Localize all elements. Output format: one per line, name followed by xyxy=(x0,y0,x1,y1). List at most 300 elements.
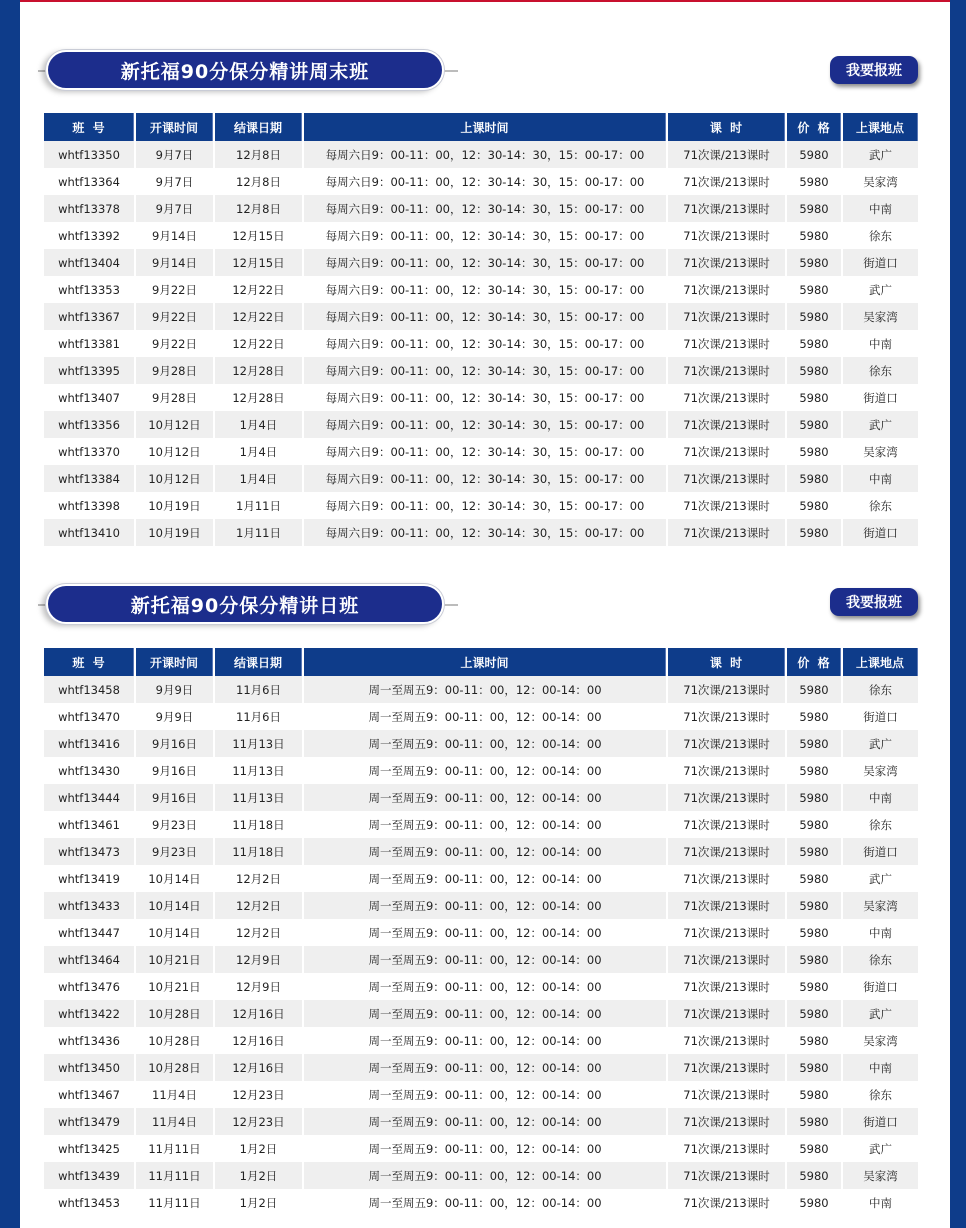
cell-sessions: 71次课/213课时 xyxy=(668,730,785,757)
cell-location: 吴家湾 xyxy=(843,1027,918,1054)
cell-class-id: whtf13476 xyxy=(44,973,134,1000)
cell-schedule: 每周六日9：00-11：00，12：30-14：30，15：00-17：00 xyxy=(304,195,666,222)
cell-class-id: whtf13350 xyxy=(44,141,134,168)
cell-sessions: 71次课/213课时 xyxy=(668,222,785,249)
table-row xyxy=(44,222,918,249)
cell-end-date: 1月2日 xyxy=(215,1162,302,1189)
cell-price: 5980 xyxy=(787,946,841,973)
cell-end-date: 12月16日 xyxy=(215,1027,302,1054)
cell-start-date: 9月16日 xyxy=(136,757,213,784)
cell-start-date: 10月28日 xyxy=(136,1054,213,1081)
cell-sessions: 71次课/213课时 xyxy=(668,1000,785,1027)
cell-start-date: 9月14日 xyxy=(136,249,213,276)
table-row xyxy=(44,168,918,195)
cell-sessions: 71次课/213课时 xyxy=(668,784,785,811)
cell-sessions: 71次课/213课时 xyxy=(668,946,785,973)
cell-price: 5980 xyxy=(787,492,841,519)
cell-end-date: 11月13日 xyxy=(215,757,302,784)
cell-start-date: 10月19日 xyxy=(136,519,213,546)
cell-price: 5980 xyxy=(787,865,841,892)
cell-class-id: whtf13370 xyxy=(44,438,134,465)
cell-price: 5980 xyxy=(787,1189,841,1216)
cell-start-date: 10月14日 xyxy=(136,919,213,946)
cell-price: 5980 xyxy=(787,411,841,438)
cell-end-date: 12月9日 xyxy=(215,946,302,973)
cell-class-id: whtf13447 xyxy=(44,919,134,946)
cell-location: 吴家湾 xyxy=(843,757,918,784)
cell-start-date: 9月9日 xyxy=(136,703,213,730)
cell-end-date: 1月11日 xyxy=(215,519,302,546)
cell-start-date: 10月12日 xyxy=(136,411,213,438)
cell-class-id: whtf13356 xyxy=(44,411,134,438)
cell-location: 中南 xyxy=(843,1054,918,1081)
cell-location: 街道口 xyxy=(843,384,918,411)
cell-price: 5980 xyxy=(787,892,841,919)
table-row xyxy=(44,195,918,222)
cell-price: 5980 xyxy=(787,465,841,492)
weekday-class-table xyxy=(42,648,920,1216)
cell-location: 武广 xyxy=(843,730,918,757)
enroll-button[interactable]: 我要报班 xyxy=(830,588,918,616)
cell-schedule: 周一至周五9：00-11：00，12：00-14：00 xyxy=(304,703,666,730)
cell-location: 吴家湾 xyxy=(843,892,918,919)
cell-class-id: whtf13378 xyxy=(44,195,134,222)
cell-schedule: 每周六日9：00-11：00，12：30-14：30，15：00-17：00 xyxy=(304,330,666,357)
cell-schedule: 周一至周五9：00-11：00，12：00-14：00 xyxy=(304,1054,666,1081)
cell-end-date: 11月6日 xyxy=(215,703,302,730)
cell-sessions: 71次课/213课时 xyxy=(668,973,785,1000)
cell-schedule: 每周六日9：00-11：00，12：30-14：30，15：00-17：00 xyxy=(304,411,666,438)
cell-sessions: 71次课/213课时 xyxy=(668,465,785,492)
cell-sessions: 71次课/213课时 xyxy=(668,384,785,411)
cell-price: 5980 xyxy=(787,276,841,303)
cell-price: 5980 xyxy=(787,519,841,546)
cell-schedule: 周一至周五9：00-11：00，12：00-14：00 xyxy=(304,946,666,973)
cell-end-date: 11月18日 xyxy=(215,811,302,838)
cell-schedule: 周一至周五9：00-11：00，12：00-14：00 xyxy=(304,757,666,784)
cell-sessions: 71次课/213课时 xyxy=(668,1108,785,1135)
cell-sessions: 71次课/213课时 xyxy=(668,1054,785,1081)
cell-end-date: 12月2日 xyxy=(215,919,302,946)
cell-price: 5980 xyxy=(787,1027,841,1054)
cell-sessions: 71次课/213课时 xyxy=(668,1189,785,1216)
cell-price: 5980 xyxy=(787,1081,841,1108)
cell-class-id: whtf13353 xyxy=(44,276,134,303)
cell-end-date: 12月15日 xyxy=(215,222,302,249)
cell-end-date: 12月2日 xyxy=(215,892,302,919)
cell-start-date: 11月11日 xyxy=(136,1162,213,1189)
cell-location: 中南 xyxy=(843,195,918,222)
cell-location: 武广 xyxy=(843,276,918,303)
cell-location: 街道口 xyxy=(843,519,918,546)
column-header-price: 价 格 xyxy=(787,648,841,676)
cell-class-id: whtf13410 xyxy=(44,519,134,546)
cell-end-date: 1月4日 xyxy=(215,411,302,438)
cell-sessions: 71次课/213课时 xyxy=(668,330,785,357)
cell-start-date: 10月14日 xyxy=(136,892,213,919)
cell-schedule: 周一至周五9：00-11：00，12：00-14：00 xyxy=(304,1162,666,1189)
table-row xyxy=(44,465,918,492)
cell-class-id: whtf13453 xyxy=(44,1189,134,1216)
cell-class-id: whtf13433 xyxy=(44,892,134,919)
cell-location: 武广 xyxy=(843,1000,918,1027)
cell-class-id: whtf13392 xyxy=(44,222,134,249)
cell-schedule: 周一至周五9：00-11：00，12：00-14：00 xyxy=(304,811,666,838)
cell-class-id: whtf13422 xyxy=(44,1000,134,1027)
table-row xyxy=(44,1000,918,1027)
cell-price: 5980 xyxy=(787,222,841,249)
cell-location: 街道口 xyxy=(843,1108,918,1135)
column-header-start-date: 开课时间 xyxy=(136,113,213,141)
table-row xyxy=(44,492,918,519)
column-header-sessions: 课 时 xyxy=(668,113,785,141)
cell-start-date: 10月14日 xyxy=(136,865,213,892)
cell-end-date: 12月15日 xyxy=(215,249,302,276)
cell-end-date: 12月16日 xyxy=(215,1000,302,1027)
cell-end-date: 1月2日 xyxy=(215,1135,302,1162)
cell-price: 5980 xyxy=(787,195,841,222)
cell-price: 5980 xyxy=(787,973,841,1000)
cell-start-date: 11月4日 xyxy=(136,1081,213,1108)
cell-location: 中南 xyxy=(843,1189,918,1216)
cell-sessions: 71次课/213课时 xyxy=(668,1162,785,1189)
table-row xyxy=(44,276,918,303)
cell-location: 吴家湾 xyxy=(843,168,918,195)
cell-end-date: 12月22日 xyxy=(215,276,302,303)
cell-price: 5980 xyxy=(787,757,841,784)
cell-schedule: 每周六日9：00-11：00，12：30-14：30，15：00-17：00 xyxy=(304,519,666,546)
cell-class-id: whtf13407 xyxy=(44,384,134,411)
cell-schedule: 周一至周五9：00-11：00，12：00-14：00 xyxy=(304,865,666,892)
table-row xyxy=(44,973,918,1000)
cell-sessions: 71次课/213课时 xyxy=(668,811,785,838)
cell-sessions: 71次课/213课时 xyxy=(668,865,785,892)
cell-start-date: 9月16日 xyxy=(136,730,213,757)
cell-price: 5980 xyxy=(787,1162,841,1189)
cell-schedule: 每周六日9：00-11：00，12：30-14：30，15：00-17：00 xyxy=(304,492,666,519)
cell-sessions: 71次课/213课时 xyxy=(668,1135,785,1162)
table-row xyxy=(44,730,918,757)
cell-class-id: whtf13425 xyxy=(44,1135,134,1162)
table-header xyxy=(44,113,918,141)
table-row xyxy=(44,946,918,973)
cell-location: 徐东 xyxy=(843,1081,918,1108)
cell-start-date: 9月22日 xyxy=(136,303,213,330)
cell-schedule: 周一至周五9：00-11：00，12：00-14：00 xyxy=(304,1000,666,1027)
table-row xyxy=(44,411,918,438)
cell-price: 5980 xyxy=(787,249,841,276)
cell-end-date: 12月8日 xyxy=(215,195,302,222)
cell-location: 徐东 xyxy=(843,492,918,519)
cell-end-date: 1月2日 xyxy=(215,1189,302,1216)
cell-location: 徐东 xyxy=(843,811,918,838)
table-row xyxy=(44,838,918,865)
cell-end-date: 11月18日 xyxy=(215,838,302,865)
cell-location: 吴家湾 xyxy=(843,303,918,330)
cell-start-date: 9月23日 xyxy=(136,838,213,865)
cell-schedule: 每周六日9：00-11：00，12：30-14：30，15：00-17：00 xyxy=(304,357,666,384)
cell-schedule: 每周六日9：00-11：00，12：30-14：30，15：00-17：00 xyxy=(304,222,666,249)
column-header-sessions: 课 时 xyxy=(668,648,785,676)
cell-price: 5980 xyxy=(787,1054,841,1081)
table-row xyxy=(44,1054,918,1081)
cell-price: 5980 xyxy=(787,141,841,168)
cell-start-date: 9月28日 xyxy=(136,357,213,384)
cell-class-id: whtf13458 xyxy=(44,676,134,703)
cell-end-date: 1月11日 xyxy=(215,492,302,519)
cell-location: 武广 xyxy=(843,411,918,438)
column-header-location: 上课地点 xyxy=(843,648,918,676)
column-header-start-date: 开课时间 xyxy=(136,648,213,676)
table-row xyxy=(44,1189,918,1216)
cell-location: 吴家湾 xyxy=(843,438,918,465)
cell-end-date: 12月22日 xyxy=(215,330,302,357)
cell-sessions: 71次课/213课时 xyxy=(668,492,785,519)
cell-price: 5980 xyxy=(787,438,841,465)
cell-class-id: whtf13384 xyxy=(44,465,134,492)
left-border-bar xyxy=(0,0,20,1228)
cell-class-id: whtf13461 xyxy=(44,811,134,838)
enroll-button[interactable]: 我要报班 xyxy=(830,56,918,84)
table-row xyxy=(44,384,918,411)
cell-end-date: 12月16日 xyxy=(215,1054,302,1081)
cell-sessions: 71次课/213课时 xyxy=(668,276,785,303)
cell-price: 5980 xyxy=(787,784,841,811)
cell-location: 街道口 xyxy=(843,973,918,1000)
cell-start-date: 9月16日 xyxy=(136,784,213,811)
cell-schedule: 周一至周五9：00-11：00，12：00-14：00 xyxy=(304,1081,666,1108)
column-header-price: 价 格 xyxy=(787,113,841,141)
cell-sessions: 71次课/213课时 xyxy=(668,1027,785,1054)
cell-class-id: whtf13470 xyxy=(44,703,134,730)
table-row xyxy=(44,892,918,919)
cell-start-date: 9月9日 xyxy=(136,676,213,703)
section-title: 新托福90分保分精讲周末班 xyxy=(46,50,444,90)
cell-end-date: 1月4日 xyxy=(215,465,302,492)
cell-price: 5980 xyxy=(787,330,841,357)
cell-price: 5980 xyxy=(787,168,841,195)
cell-start-date: 10月12日 xyxy=(136,465,213,492)
cell-schedule: 每周六日9：00-11：00，12：30-14：30，15：00-17：00 xyxy=(304,276,666,303)
cell-sessions: 71次课/213课时 xyxy=(668,1081,785,1108)
cell-start-date: 9月7日 xyxy=(136,141,213,168)
cell-end-date: 11月13日 xyxy=(215,784,302,811)
cell-class-id: whtf13419 xyxy=(44,865,134,892)
table-row xyxy=(44,784,918,811)
cell-class-id: whtf13436 xyxy=(44,1027,134,1054)
column-header-schedule: 上课时间 xyxy=(304,113,666,141)
cell-schedule: 周一至周五9：00-11：00，12：00-14：00 xyxy=(304,784,666,811)
cell-schedule: 每周六日9：00-11：00，12：30-14：30，15：00-17：00 xyxy=(304,141,666,168)
cell-schedule: 每周六日9：00-11：00，12：30-14：30，15：00-17：00 xyxy=(304,303,666,330)
cell-price: 5980 xyxy=(787,1000,841,1027)
cell-sessions: 71次课/213课时 xyxy=(668,249,785,276)
weekend-class-table xyxy=(42,113,920,546)
cell-sessions: 71次课/213课时 xyxy=(668,919,785,946)
cell-sessions: 71次课/213课时 xyxy=(668,357,785,384)
cell-end-date: 12月22日 xyxy=(215,303,302,330)
cell-location: 武广 xyxy=(843,141,918,168)
table-row xyxy=(44,249,918,276)
cell-schedule: 周一至周五9：00-11：00，12：00-14：00 xyxy=(304,892,666,919)
column-header-end-date: 结课日期 xyxy=(215,113,302,141)
top-accent-line xyxy=(0,0,966,2)
cell-location: 中南 xyxy=(843,784,918,811)
table-row xyxy=(44,1135,918,1162)
cell-class-id: whtf13467 xyxy=(44,1081,134,1108)
cell-location: 吴家湾 xyxy=(843,1162,918,1189)
cell-end-date: 11月6日 xyxy=(215,676,302,703)
cell-class-id: whtf13395 xyxy=(44,357,134,384)
cell-location: 中南 xyxy=(843,919,918,946)
right-border-bar xyxy=(950,0,966,1228)
cell-schedule: 周一至周五9：00-11：00，12：00-14：00 xyxy=(304,973,666,1000)
cell-schedule: 周一至周五9：00-11：00，12：00-14：00 xyxy=(304,838,666,865)
table-row xyxy=(44,519,918,546)
cell-sessions: 71次课/213课时 xyxy=(668,438,785,465)
cell-schedule: 周一至周五9：00-11：00，12：00-14：00 xyxy=(304,1108,666,1135)
cell-schedule: 周一至周五9：00-11：00，12：00-14：00 xyxy=(304,1189,666,1216)
column-header-end-date: 结课日期 xyxy=(215,648,302,676)
column-header-class-id: 班 号 xyxy=(44,648,134,676)
column-header-location: 上课地点 xyxy=(843,113,918,141)
cell-price: 5980 xyxy=(787,703,841,730)
cell-location: 中南 xyxy=(843,465,918,492)
section-title: 新托福90分保分精讲日班 xyxy=(46,584,444,624)
cell-location: 武广 xyxy=(843,865,918,892)
cell-location: 街道口 xyxy=(843,838,918,865)
cell-sessions: 71次课/213课时 xyxy=(668,303,785,330)
cell-start-date: 9月22日 xyxy=(136,330,213,357)
cell-class-id: whtf13439 xyxy=(44,1162,134,1189)
column-header-class-id: 班 号 xyxy=(44,113,134,141)
cell-schedule: 每周六日9：00-11：00，12：30-14：30，15：00-17：00 xyxy=(304,384,666,411)
cell-start-date: 10月19日 xyxy=(136,492,213,519)
cell-price: 5980 xyxy=(787,811,841,838)
cell-end-date: 11月13日 xyxy=(215,730,302,757)
cell-class-id: whtf13479 xyxy=(44,1108,134,1135)
cell-location: 徐东 xyxy=(843,946,918,973)
cell-end-date: 12月23日 xyxy=(215,1081,302,1108)
cell-sessions: 71次课/213课时 xyxy=(668,838,785,865)
cell-class-id: whtf13381 xyxy=(44,330,134,357)
table-body xyxy=(44,141,918,546)
cell-end-date: 12月9日 xyxy=(215,973,302,1000)
cell-class-id: whtf13364 xyxy=(44,168,134,195)
cell-price: 5980 xyxy=(787,730,841,757)
cell-price: 5980 xyxy=(787,919,841,946)
cell-start-date: 11月11日 xyxy=(136,1189,213,1216)
cell-end-date: 12月23日 xyxy=(215,1108,302,1135)
column-header-schedule: 上课时间 xyxy=(304,648,666,676)
cell-class-id: whtf13398 xyxy=(44,492,134,519)
cell-end-date: 12月2日 xyxy=(215,865,302,892)
cell-start-date: 10月28日 xyxy=(136,1027,213,1054)
cell-start-date: 9月14日 xyxy=(136,222,213,249)
cell-class-id: whtf13430 xyxy=(44,757,134,784)
table-row xyxy=(44,811,918,838)
cell-price: 5980 xyxy=(787,384,841,411)
cell-class-id: whtf13404 xyxy=(44,249,134,276)
cell-class-id: whtf13473 xyxy=(44,838,134,865)
cell-start-date: 9月7日 xyxy=(136,168,213,195)
cell-location: 徐东 xyxy=(843,676,918,703)
cell-class-id: whtf13416 xyxy=(44,730,134,757)
cell-location: 街道口 xyxy=(843,249,918,276)
table-body xyxy=(44,676,918,1216)
cell-sessions: 71次课/213课时 xyxy=(668,519,785,546)
table-row xyxy=(44,676,918,703)
cell-location: 街道口 xyxy=(843,703,918,730)
cell-schedule: 每周六日9：00-11：00，12：30-14：30，15：00-17：00 xyxy=(304,249,666,276)
cell-start-date: 10月28日 xyxy=(136,1000,213,1027)
table-row xyxy=(44,703,918,730)
cell-schedule: 周一至周五9：00-11：00，12：00-14：00 xyxy=(304,1027,666,1054)
cell-class-id: whtf13444 xyxy=(44,784,134,811)
cell-start-date: 10月21日 xyxy=(136,973,213,1000)
cell-start-date: 11月4日 xyxy=(136,1108,213,1135)
table-row xyxy=(44,1027,918,1054)
cell-class-id: whtf13367 xyxy=(44,303,134,330)
table-row xyxy=(44,438,918,465)
cell-location: 徐东 xyxy=(843,222,918,249)
cell-sessions: 71次课/213课时 xyxy=(668,703,785,730)
cell-start-date: 10月21日 xyxy=(136,946,213,973)
cell-end-date: 12月8日 xyxy=(215,168,302,195)
cell-end-date: 12月28日 xyxy=(215,357,302,384)
table-row xyxy=(44,757,918,784)
cell-sessions: 71次课/213课时 xyxy=(668,195,785,222)
cell-price: 5980 xyxy=(787,838,841,865)
cell-location: 中南 xyxy=(843,330,918,357)
cell-start-date: 9月23日 xyxy=(136,811,213,838)
cell-end-date: 1月4日 xyxy=(215,438,302,465)
cell-end-date: 12月8日 xyxy=(215,141,302,168)
table-header xyxy=(44,648,918,676)
table-row xyxy=(44,357,918,384)
cell-price: 5980 xyxy=(787,303,841,330)
cell-sessions: 71次课/213课时 xyxy=(668,676,785,703)
table-row xyxy=(44,1108,918,1135)
cell-class-id: whtf13464 xyxy=(44,946,134,973)
cell-sessions: 71次课/213课时 xyxy=(668,411,785,438)
cell-schedule: 每周六日9：00-11：00，12：30-14：30，15：00-17：00 xyxy=(304,168,666,195)
cell-location: 徐东 xyxy=(843,357,918,384)
cell-start-date: 11月11日 xyxy=(136,1135,213,1162)
table-row xyxy=(44,303,918,330)
cell-schedule: 周一至周五9：00-11：00，12：00-14：00 xyxy=(304,730,666,757)
cell-sessions: 71次课/213课时 xyxy=(668,757,785,784)
cell-start-date: 10月12日 xyxy=(136,438,213,465)
cell-schedule: 每周六日9：00-11：00，12：30-14：30，15：00-17：00 xyxy=(304,438,666,465)
table-row xyxy=(44,330,918,357)
cell-class-id: whtf13450 xyxy=(44,1054,134,1081)
table-row xyxy=(44,1081,918,1108)
cell-schedule: 每周六日9：00-11：00，12：30-14：30，15：00-17：00 xyxy=(304,465,666,492)
table-row xyxy=(44,141,918,168)
cell-start-date: 9月7日 xyxy=(136,195,213,222)
cell-price: 5980 xyxy=(787,1135,841,1162)
table-row xyxy=(44,865,918,892)
cell-end-date: 12月28日 xyxy=(215,384,302,411)
cell-price: 5980 xyxy=(787,1108,841,1135)
cell-schedule: 周一至周五9：00-11：00，12：00-14：00 xyxy=(304,919,666,946)
cell-sessions: 71次课/213课时 xyxy=(668,168,785,195)
cell-start-date: 9月22日 xyxy=(136,276,213,303)
cell-schedule: 周一至周五9：00-11：00，12：00-14：00 xyxy=(304,676,666,703)
table-row xyxy=(44,1162,918,1189)
cell-schedule: 周一至周五9：00-11：00，12：00-14：00 xyxy=(304,1135,666,1162)
